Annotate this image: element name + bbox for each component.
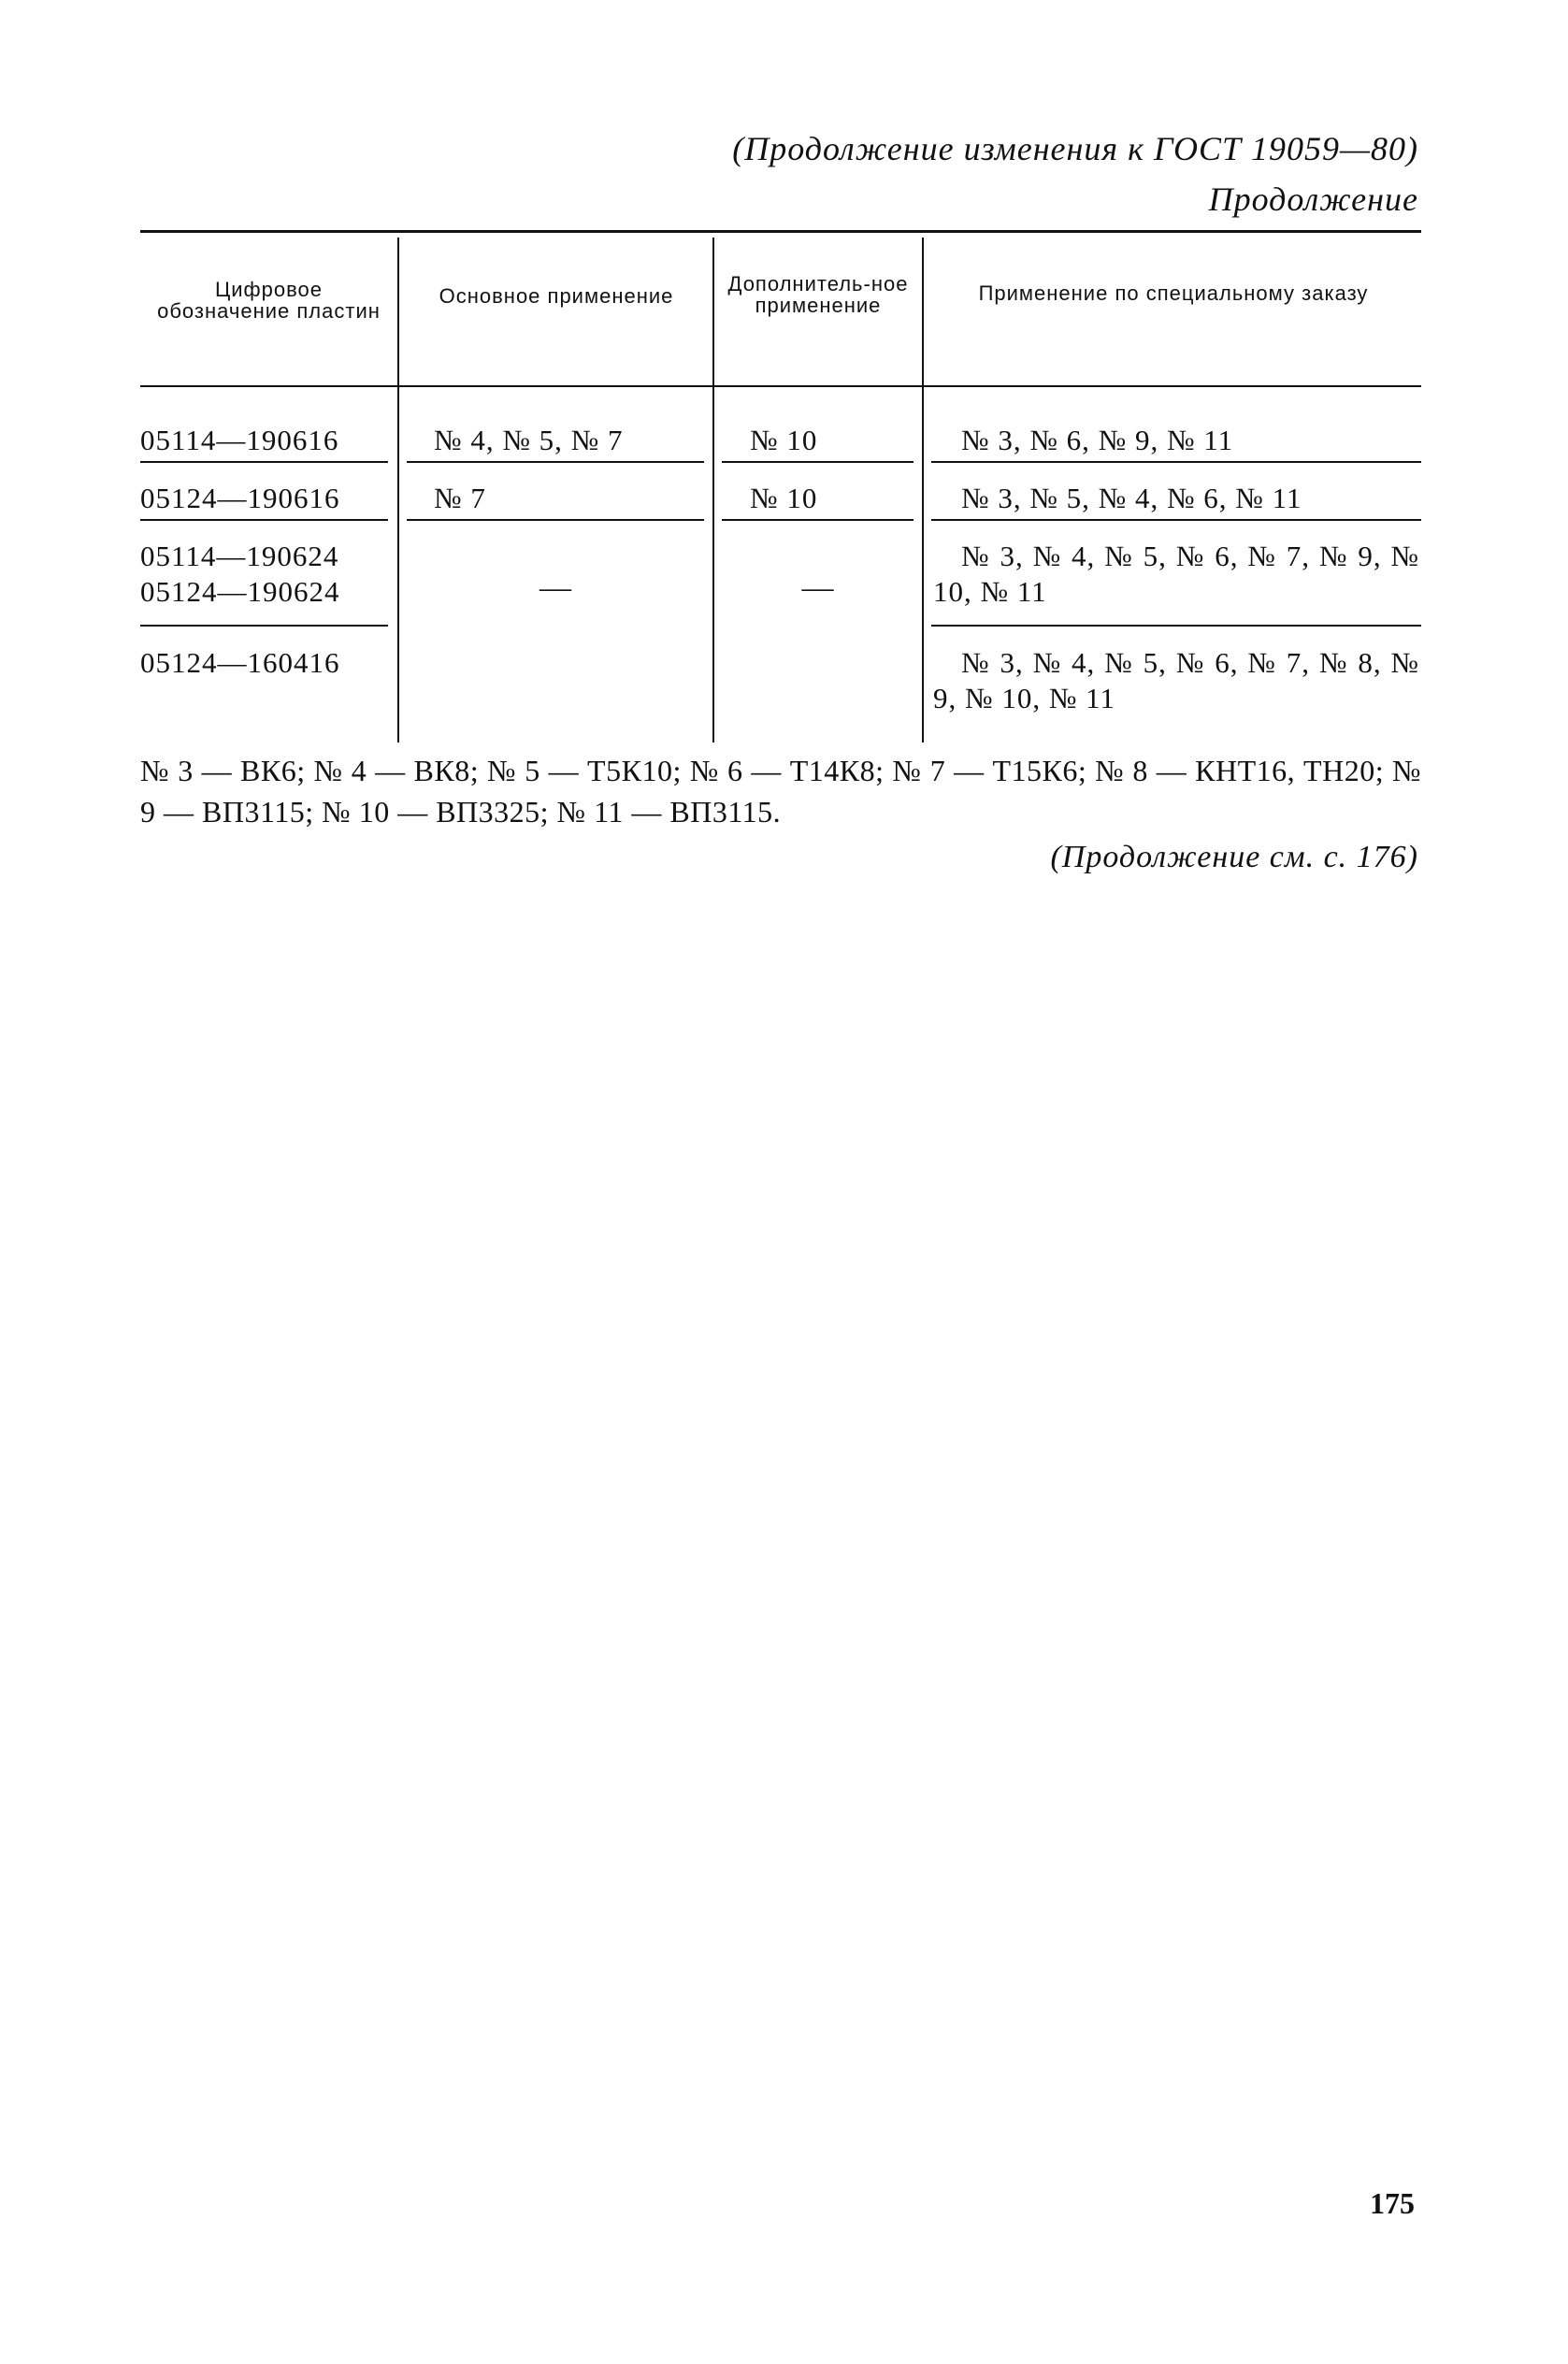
row-rule-1c (722, 461, 913, 463)
col-divider-1 (397, 238, 399, 742)
col-head-additional: Дополнитель-ное применение (727, 272, 909, 317)
row2-special: № 3, № 5, № 4, № 6, № 11 (961, 482, 1302, 514)
page-number: 175 (1370, 2186, 1415, 2220)
row-rule-1d (931, 461, 1421, 463)
col-divider-3 (922, 238, 924, 742)
row-rule-1a (140, 461, 388, 463)
row3-main: — (539, 570, 571, 605)
header-bottom-rule (140, 385, 1421, 387)
row-rule-1b (407, 461, 704, 463)
col-head-main: Основное применение (439, 284, 674, 308)
continuation-note: (Продолжение изменения к ГОСТ 19059—80) (732, 130, 1418, 167)
row2-designation: 05124—190616 (140, 482, 340, 514)
col-head-special: Применение по специальному заказу (978, 281, 1369, 305)
row4-designation: 05124—160416 (140, 646, 340, 679)
row3-designation-2: 05124—190624 (140, 575, 340, 608)
row3-special: № 3, № 4, № 5, № 6, № 7, № 9, № 10, № 11 (933, 540, 1419, 608)
row1-additional: № 10 (750, 424, 818, 456)
material-legend: № 3 — ВК6; № 4 — ВК8; № 5 — Т5К10; № 6 — Т14К8; № 7 — Т15К6; № 8 — КНТ16, ТН20; № 9 — ВП3115; № 10 — ВП3325; № 11 — ВП3115. (140, 754, 1421, 829)
row1-main: № 4, № 5, № 7 (434, 424, 624, 456)
row3-designation-1: 05114—190624 (140, 540, 339, 572)
row2-main: № 7 (434, 482, 486, 514)
application-table (140, 224, 1421, 743)
row-rule-2b (407, 519, 704, 521)
row1-designation: 05114—190616 (140, 424, 339, 456)
row-rule-2a (140, 519, 388, 521)
row-rule-3a (140, 625, 388, 627)
row-rule-3d (931, 625, 1421, 627)
row-rule-2d (931, 519, 1421, 521)
table-top-rule (140, 230, 1421, 233)
row4-special: № 3, № 4, № 5, № 6, № 7, № 8, № 9, № 10, № 11 (933, 646, 1419, 714)
row-rule-2c (722, 519, 913, 521)
col-head-designation: Цифровое обозначение пластин (157, 278, 381, 323)
row1-special: № 3, № 6, № 9, № 11 (961, 424, 1234, 456)
row2-additional: № 10 (750, 482, 818, 514)
row3-additional: — (801, 570, 834, 605)
continued-note: (Продолжение см. с. 176) (1050, 840, 1418, 874)
table-continued-label: Продолжение (1208, 180, 1418, 218)
col-divider-2 (712, 238, 714, 742)
